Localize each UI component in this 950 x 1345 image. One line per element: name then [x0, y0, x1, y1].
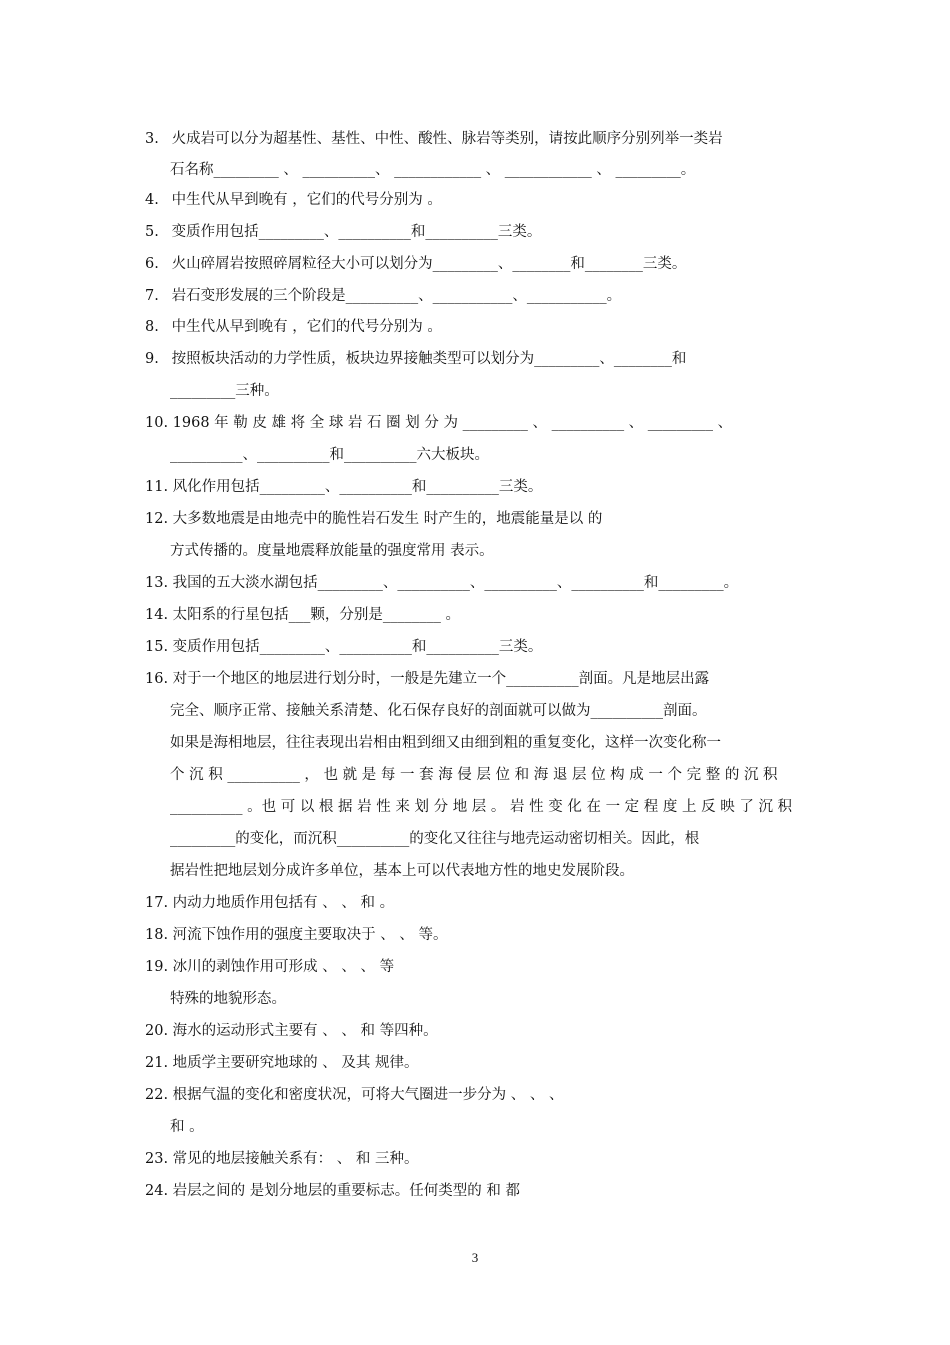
question-number: 13.	[145, 575, 169, 591]
question-number: 14.	[145, 607, 169, 623]
question-number: 20.	[145, 1023, 169, 1039]
question-6	[145, 248, 809, 280]
question-text: 变质作用包括_________、__________和__________三类。	[172, 639, 543, 655]
question-number: 18.	[145, 927, 169, 943]
question-text: 冰川的剥蚀作用可形成 、 、 、 等	[172, 959, 395, 975]
question-number: 8.	[145, 319, 159, 335]
question-number: 15.	[145, 639, 169, 655]
question-19-line-1	[145, 951, 809, 983]
question-text: 地质学主要研究地球的 、 及其 规律。	[172, 1055, 419, 1071]
question-16-line-5: __________ 。也 可 以 根 据 岩 性 来 划 分 地 层 。 岩 性 变 化 在 一 定 程 度 上 反 映 了 沉 积	[170, 799, 793, 815]
question-9-line-2: _________三种。	[170, 383, 279, 399]
question-10-line-1	[145, 407, 809, 439]
question-8	[145, 311, 809, 343]
question-22-line-2: 和 。	[170, 1119, 204, 1135]
question-11	[145, 471, 809, 503]
question-number: 5.	[145, 224, 159, 240]
question-10-line-2: __________、__________和__________六大板块。	[170, 447, 489, 463]
question-number: 9.	[145, 351, 159, 367]
question-number: 12.	[145, 511, 169, 527]
question-text: 根据气温的变化和密度状况，可将大气圈进一步分为 、 、 、	[172, 1087, 564, 1103]
question-text: 中生代从早到晚有 ，它们的代号分别为 。	[171, 192, 442, 208]
question-text: 我国的五大淡水湖包括_________、__________、__________、__________和_________。	[172, 575, 739, 591]
question-number: 19.	[145, 959, 169, 975]
question-text: 火成岩可以分为超基性、基性、中性、酸性、脉岩等类别，请按此顺序分别列举一类岩	[171, 131, 723, 147]
page-number: 3	[471, 1250, 479, 1265]
question-text: 太阳系的行星包括___颗，分别是________ 。	[172, 607, 461, 623]
question-24	[145, 1175, 809, 1207]
question-20	[145, 1015, 809, 1047]
question-text: 海水的运动形式主要有 、 、 和 等四种。	[172, 1023, 438, 1039]
question-text: 1968 年 勒 皮 雄 将 全 球 岩 石 圈 划 分 为 _________ 、 __________ 、 _________ 、	[172, 415, 733, 431]
question-14	[145, 599, 809, 631]
question-16-line-1	[145, 663, 809, 695]
question-number: 4.	[145, 192, 159, 208]
question-18	[145, 919, 809, 951]
question-number: 17.	[145, 895, 169, 911]
question-23	[145, 1143, 809, 1175]
question-number: 16.	[145, 671, 169, 687]
question-text: 火山碎屑岩按照碎屑粒径大小可以划分为_________、________和________三类。	[171, 256, 687, 272]
question-21	[145, 1047, 809, 1079]
question-number: 23.	[145, 1151, 169, 1167]
question-number: 3.	[145, 131, 159, 147]
question-text: 风化作用包括_________、__________和__________三类。	[172, 479, 543, 495]
question-text: 常见的地层接触关系有： 、 和 三种。	[172, 1151, 419, 1167]
question-16-line-6: _________的变化，而沉积__________的变化又往往与地壳运动密切相关。因此，根	[170, 831, 700, 847]
question-17	[145, 887, 809, 919]
question-text: 变质作用包括_________、__________和__________三类。	[171, 224, 542, 240]
question-19-line-2: 特殊的地貌形态。	[170, 991, 286, 1007]
question-16-line-2: 完全、顺序正常、接触关系清楚、化石保存良好的剖面就可以做为__________剖面。	[170, 703, 707, 719]
question-12-line-2: 方式传播的。度量地震释放能量的强度常用 表示。	[170, 543, 494, 559]
question-7	[145, 280, 809, 312]
question-16-line-7: 据岩性把地层划分成许多单位，基本上可以代表地方性的地史发展阶段。	[170, 863, 634, 879]
question-4	[145, 184, 809, 216]
question-5	[145, 216, 809, 248]
question-number: 21.	[145, 1055, 169, 1071]
question-text: 岩层之间的 是划分地层的重要标志。任何类型的 和 都	[172, 1183, 520, 1199]
question-text: 对于一个地区的地层进行划分时，一般是先建立一个__________剖面。凡是地层出露	[172, 671, 710, 687]
question-9-line-1	[145, 343, 809, 375]
question-text: 大多数地震是由地壳中的脆性岩石发生 时产生的，地震能量是以 的	[172, 511, 603, 527]
question-number: 7.	[145, 288, 159, 304]
question-text: 中生代从早到晚有 ，它们的代号分别为 。	[171, 319, 442, 335]
question-13	[145, 567, 809, 599]
question-text: 河流下蚀作用的强度主要取决于 、 、 等。	[172, 927, 448, 943]
question-number: 6.	[145, 256, 159, 272]
question-number: 22.	[145, 1087, 169, 1103]
question-16-line-4: 个 沉 积 __________ ， 也 就 是 每 一 套 海 侵 层 位 和 海 退 层 位 构 成 一 个 完 整 的 沉 积	[170, 767, 778, 783]
question-22-line-1	[145, 1079, 809, 1111]
question-number: 11.	[145, 479, 169, 495]
question-3-line-2: 石名称_________ 、 __________、 ____________ 、 ____________ 、 _________。	[170, 162, 696, 178]
question-number: 10.	[145, 415, 169, 431]
question-text: 岩石变形发展的三个阶段是__________、___________、___________。	[171, 288, 622, 304]
question-text: 按照板块活动的力学性质，板块边界接触类型可以划分为_________、________和	[171, 351, 687, 367]
question-text: 内动力地质作用包括有 、 、 和 。	[172, 895, 395, 911]
question-15	[145, 631, 809, 663]
question-number: 24.	[145, 1183, 169, 1199]
question-16-line-3: 如果是海相地层，往往表现出岩相由粗到细又由细到粗的重复变化，这样一次变化称一	[170, 735, 721, 751]
question-3-line-1	[145, 123, 809, 155]
question-12-line-1	[145, 503, 809, 535]
